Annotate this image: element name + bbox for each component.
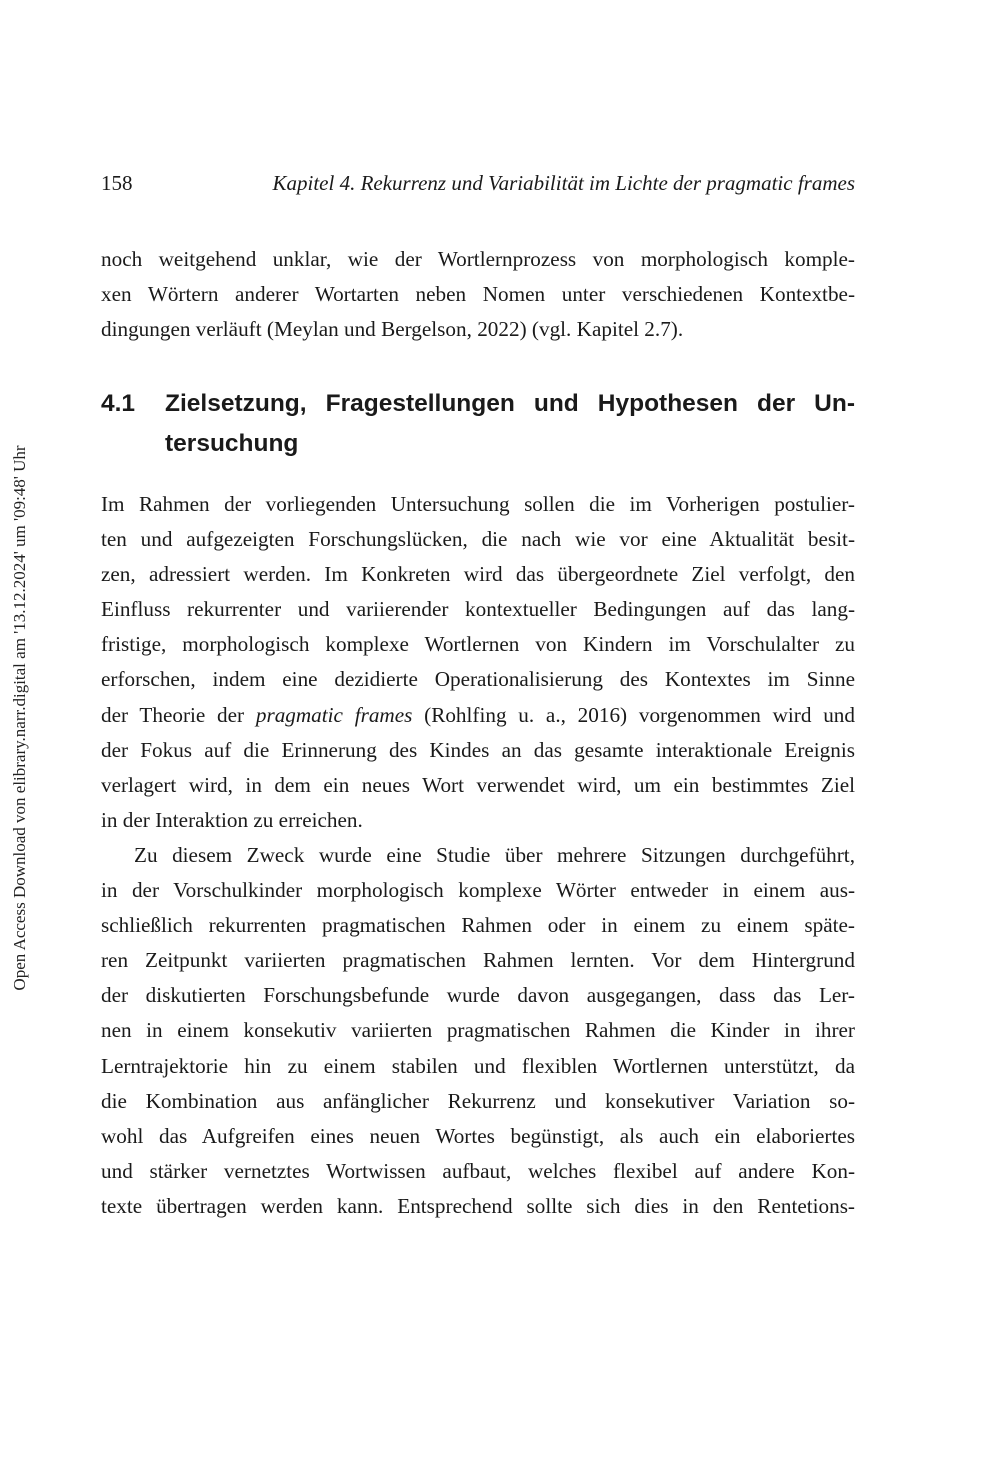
paragraph-1 xyxy=(101,487,855,838)
section-number: 4.1 xyxy=(101,390,136,417)
text-line: zen, adressiert werden. Im Konkreten wird das übergeordnete Ziel verfolgt, den xyxy=(101,562,855,587)
text-line-with-citation xyxy=(101,698,855,733)
text-line: schließlich rekurrenten pragmatischen Rahmen oder in einem zu einem späte- xyxy=(101,913,855,938)
intro-paragraph xyxy=(101,242,855,347)
italic-term: pragmatic frames xyxy=(255,702,413,727)
text-line: fristige, morphologisch komplexe Wortlernen von Kindern im Vorschulalter zu xyxy=(101,632,855,657)
text-line: Im Rahmen der vorliegenden Untersuchung sollen die im Vorherigen postulier- xyxy=(101,492,855,516)
text-line: in der Vorschulkinder morphologisch komplexe Wörter entweder in einem aus- xyxy=(101,878,855,903)
text-line: nen in einem konsekutiv variierten pragmatischen Rahmen die Kinder in ihrer xyxy=(101,1018,855,1043)
section-title-line: Zielsetzung, Fragestellungen und Hypothesen der Un- xyxy=(165,390,855,417)
section-title xyxy=(165,384,855,464)
text-line: ten und aufgezeigten Forschungslücken, die nach wie vor eine Aktualität besit- xyxy=(101,527,855,552)
text-line: verlagert wird, in dem ein neues Wort verwendet wird, um ein bestimmtes Ziel xyxy=(101,772,855,797)
text-line: der Fokus auf die Erinnerung des Kindes an das gesamte interaktionale Ereignis xyxy=(101,737,855,762)
running-title: Kapitel 4. Rekurrenz und Variabilität im Lichte der pragmatic frames xyxy=(272,171,855,195)
line-text: der Theorie der xyxy=(101,702,256,727)
text-line: Zu diesem Zweck wurde eine Studie über mehrere Sitzungen durchgeführt, xyxy=(134,843,855,867)
text-line: wohl das Aufgreifen eines neuen Wortes begünstigt, als auch ein elaboriertes xyxy=(101,1123,855,1148)
text-line: texte übertragen werden kann. Entsprechend sollte sich dies in den Rentetions- xyxy=(101,1193,855,1218)
text-line: noch weitgehend unklar, wie der Wortlernprozess von morphologisch komple- xyxy=(101,247,855,271)
text-line: Lerntrajektorie hin zu einem stabilen und flexiblen Wortlernen unterstützt, da xyxy=(101,1053,855,1078)
text-line: und stärker vernetztes Wortwissen aufbaut, welches flexibel auf andere Kon- xyxy=(101,1158,855,1183)
text-line: der diskutierten Forschungsbefunde wurde davon ausgegangen, dass das Ler- xyxy=(101,983,855,1008)
text-line: die Kombination aus anfänglicher Rekurrenz und konsekutiver Variation so- xyxy=(101,1088,855,1113)
text-line: dingungen verläuft (Meylan und Bergelson, 2022) (vgl. Kapitel 2.7). xyxy=(101,317,684,342)
text-line: erforschen, indem eine dezidierte Operationalisierung des Kontextes im Sinne xyxy=(101,667,855,692)
citation-text: (Rohlfing u. a., 2016) vorgenommen wird und xyxy=(412,702,855,727)
page-number: 158 xyxy=(101,171,133,195)
text-line: Einfluss rekurrenter und variierender kontextueller Bedingungen auf das lang- xyxy=(101,597,855,622)
download-watermark: Open Access Download von elibrary.narr.digital am '13.12.2024' um '09:48' Uhr xyxy=(10,445,29,991)
section-heading xyxy=(101,384,855,464)
text-line: xen Wörtern anderer Wortarten neben Nomen unter verschiedenen Kontextbe- xyxy=(101,282,855,307)
running-header xyxy=(101,168,855,198)
paragraph-2 xyxy=(101,838,855,1224)
text-line: ren Zeitpunkt variierten pragmatischen Rahmen lernten. Vor dem Hintergrund xyxy=(101,948,855,973)
section-title-line: tersuchung xyxy=(165,430,299,457)
text-line: in der Interaktion zu erreichen. xyxy=(101,807,363,832)
